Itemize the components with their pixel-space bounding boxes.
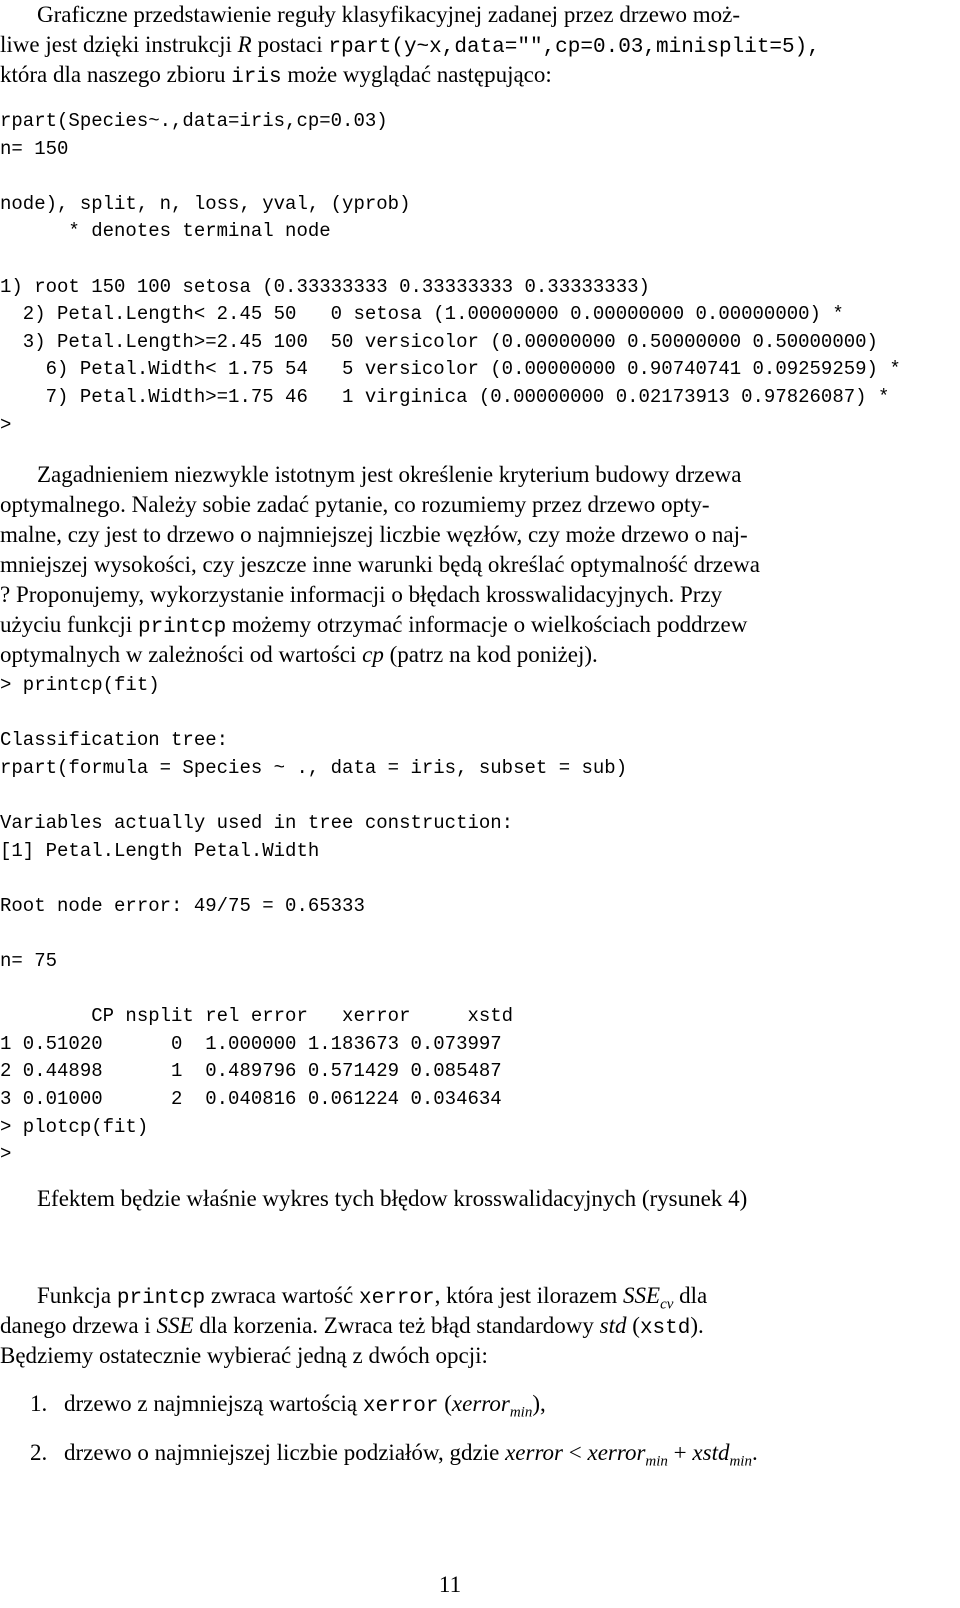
para2-line-7: optymalnych w zależności od wartości cp (patrz na kod poniżej).: [0, 642, 598, 667]
inline-code: printcp: [137, 616, 227, 639]
para2-line-4: mniejszej wysokości, czy jeszcze inne warunki będą określać optymalność drzewa: [0, 552, 760, 577]
para2-line-2: optymalnego. Należy sobie zadać pytanie, co rozumiemy przez drzewo opty-: [0, 492, 710, 517]
para2-line-6: użyciu funkcji printcp możemy otrzymać informacje o wielkościach poddrzew: [0, 612, 748, 639]
para4-line-3: Będziemy ostatecznie wybierać jedną z dwóch opcji:: [0, 1343, 488, 1368]
para2-line-1: Zagadnieniem niezwykle istotnym jest określenie kryterium budowy drzewa: [37, 462, 742, 487]
list-number: 2.: [30, 1440, 48, 1465]
intro-paragraph: [0, 0, 900, 90]
para2-line-3: malne, czy jest to drzewo o najmniejszej liczbie węzłów, czy może drzewo o naj-: [0, 522, 748, 547]
inline-code: rpart(y~x,data="",cp=0.03,minisplit=5),: [328, 36, 820, 59]
para4-line-1: Funkcja printcp zwraca wartość xerror, która jest ilorazem $SSE_{cv}$ dla: [37, 1283, 708, 1313]
intro-line-3: która dla naszego zbioru iris może wyglądać następująco:: [0, 62, 552, 89]
page-number: 11: [438, 1572, 462, 1597]
list-body: drzewo o najmniejszej liczbie podziałów, gdzie xerror < xerror$_{min}$ + xstd$_{min}$.: [64, 1440, 758, 1470]
criterion-paragraph: [0, 460, 900, 670]
intro-line-2: liwe jest dzięki instrukcji R postaci rpart(y~x,data="",cp=0.03,minisplit=5),: [0, 32, 820, 59]
list-item: [0, 1438, 900, 1502]
intro-line-1: Graficzne przedstawienie reguły klasyfikacyjnej zadanej przez drzewo moż-: [37, 2, 741, 27]
list-body: drzewo z najmniejszą wartością xerror (xerror$_{min}$),: [64, 1391, 546, 1421]
inline-code: iris: [231, 66, 282, 89]
printcp-output-code: > printcp(fit) Classification tree: rpart(formula = Species ~ ., data = iris, subset = sub) Variables actually used in tree construction: [1] Petal.Length Petal.Width Root node error: 49/75 = 0.65333 n= 75 CP nsplit rel error xerror xstd 1 0.51020 0 1.000000 1.183673 0.073997 2 0.44898 1 0.489796 0.571429 0.085487 3 0.01000 2 0.040816 0.061224 0.034634 > plotcp(fit) >: [0, 674, 628, 1166]
rpart-output-code: rpart(Species~.,data=iris,cp=0.03) n= 150 node), split, n, loss, yval, (yprob) * denotes terminal node 1) root 150 100 setosa (0.33333333 0.33333333 0.33333333) 2) Petal.Length< 2.45 50 0 setosa (1.00000000 0.00000000 0.00000000) * 3) Petal.Length>=2.45 100 50 versicolor (0.00000000 0.50000000 0.50000000) 6) Petal.Width< 1.75 54 5 versicolor (0.00000000 0.90740741 0.09259259) * 7) Petal.Width>=1.75 46 1 virginica (0.00000000 0.02173913 0.97826087) * >: [0, 110, 901, 436]
para3-line: Efektem będzie właśnie wykres tych błędow krosswalidacyjnych (rysunek 4): [37, 1186, 748, 1211]
effect-paragraph: [0, 1184, 900, 1214]
list-number: 1.: [30, 1391, 48, 1416]
para2-line-5: ? Proponujemy, wykorzystanie informacji o błędach krosswalidacyjnych. Przy: [0, 582, 723, 607]
para4-line-2: danego drzewa i SSE dla korzenia. Zwraca też błąd standardowy std (xstd).: [0, 1313, 704, 1340]
printcp-description-paragraph: [0, 1281, 900, 1371]
